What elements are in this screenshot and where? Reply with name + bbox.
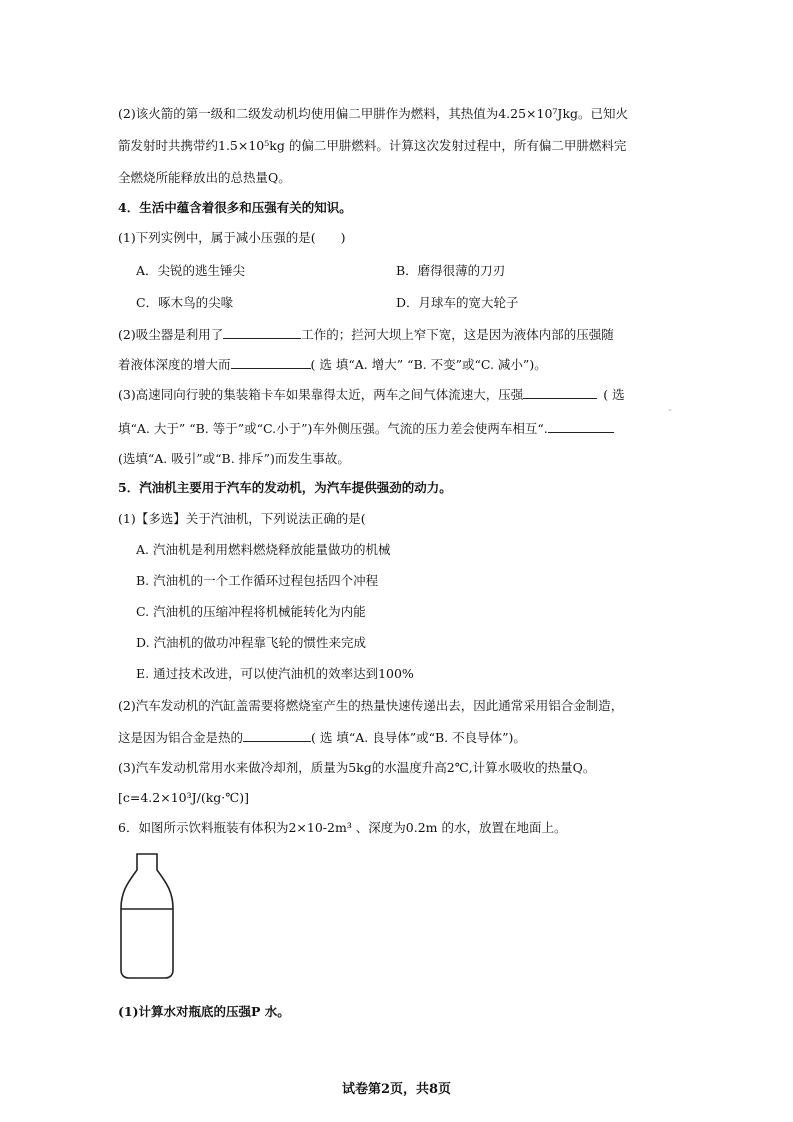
q3-part2-line2: 箭发射时共携带约1.5×10⁵kg 的偏二甲肼燃料。计算这次发射过程中，所有偏二甲肼燃料完 <box>118 138 627 153</box>
answer-blank[interactable] <box>231 356 311 369</box>
q4-option-d: D．月球车的宽大轮子 <box>396 295 519 310</box>
q5-option-e: E. 通过技术改进，可以使汽油机的效率达到100% <box>136 666 414 681</box>
page-footer: 试卷第2页，共8页 <box>341 1082 452 1097</box>
stray-mark: ¨ <box>668 409 672 418</box>
bottle-figure <box>116 852 178 980</box>
q6-part1: (1)计算水对瓶底的压强P 水。 <box>118 1004 290 1019</box>
q5-option-c: C. 汽油机的压缩冲程将机械能转化为内能 <box>136 604 366 619</box>
q6-stem: 6．如图所示饮料瓶装有体积为2×10-2m³ 、深度为0.2m 的水，放置在地面上。 <box>118 820 567 835</box>
answer-blank[interactable] <box>223 326 301 339</box>
q4-part3-line3: (选填“A. 吸引”或“B. 排斥”)而发生事故。 <box>118 451 350 466</box>
q5-part1: (1)【多选】关于汽油机，下列说法正确的是( <box>118 511 366 526</box>
answer-blank[interactable] <box>523 386 597 399</box>
q4-part2-text-d: ( 选 填“A. 增大” “B. 不变”或“C. 减小”)。 <box>310 357 547 372</box>
q4-part2-line1 <box>118 326 614 343</box>
q4-part3-text-b: ( 选 <box>603 387 625 402</box>
q4-part3-line2 <box>118 420 614 437</box>
q5-part2-line1: (2)汽车发动机的汽缸盖需要将燃烧室产生的热量快速传递出去，因此通常采用铝合金制造， <box>118 698 624 713</box>
q5-option-b: B. 汽油机的一个工作循环过程包括四个冲程 <box>136 573 379 588</box>
q4-part1: (1)下列实例中，属于减小压强的是( ) <box>118 230 346 245</box>
q5-part2-line2 <box>118 729 526 746</box>
answer-blank[interactable] <box>548 420 614 433</box>
q5-part2-text-b: 这是因为铝合金是热的 <box>118 730 244 745</box>
q3-part2-line1: (2)该火箭的第一级和二级发动机均使用偏二甲肼作为燃料，其热值为4.25×10⁷Jkg。已知火 <box>118 106 629 121</box>
q4-option-a: A．尖锐的逃生锤尖 <box>136 263 246 278</box>
q4-option-b: B．磨得很薄的刀刃 <box>396 263 506 278</box>
q5-stem: 5．汽油机主要用于汽车的发动机，为汽车提供强劲的动力。 <box>118 480 452 495</box>
q3-part2-line3: 全燃烧所能释放出的总热量Q。 <box>118 170 291 185</box>
q4-part3-text-c: 填“A. 大于” “B. 等于”或“C.小于”)车外侧压强。气流的压力差会使两车相互“. <box>118 421 548 436</box>
answer-blank[interactable] <box>243 729 311 742</box>
q4-part2-text-a: (2)吸尘器是利用了 <box>118 327 224 342</box>
q4-part2-line2 <box>118 356 547 373</box>
q4-option-c: C．啄木鸟的尖喙 <box>136 295 234 310</box>
q5-part2-text-c: ( 选 填“A. 良导体”或“B. 不良导体”)。 <box>311 730 526 745</box>
q5-option-d: D. 汽油机的做功冲程靠飞轮的惯性来完成 <box>136 635 367 650</box>
q4-part3-line1 <box>118 386 625 403</box>
q4-stem: 4．生活中蕴含着很多和压强有关的知识。 <box>118 200 352 215</box>
bottle-outline <box>121 854 173 978</box>
q4-part3-text-a: (3)高速同向行驶的集装箱卡车如果靠得太近，两车之间气体流速大，压强 <box>118 387 524 402</box>
q4-part2-text-c: 着液体深度的增大而 <box>118 357 231 372</box>
q4-part2-text-b: 工作的；拦河大坝上窄下宽，这是因为液体内部的压强随 <box>301 327 614 342</box>
q5-constant: [c=4.2×10³J/(kg·℃)] <box>118 790 250 805</box>
q5-part3: (3)汽车发动机常用水来做冷却剂，质量为5kg的水温度升高2℃,计算水吸收的热量Q。 <box>118 760 596 775</box>
q5-option-a: A. 汽油机是利用燃料燃烧释放能量做功的机械 <box>136 542 391 557</box>
